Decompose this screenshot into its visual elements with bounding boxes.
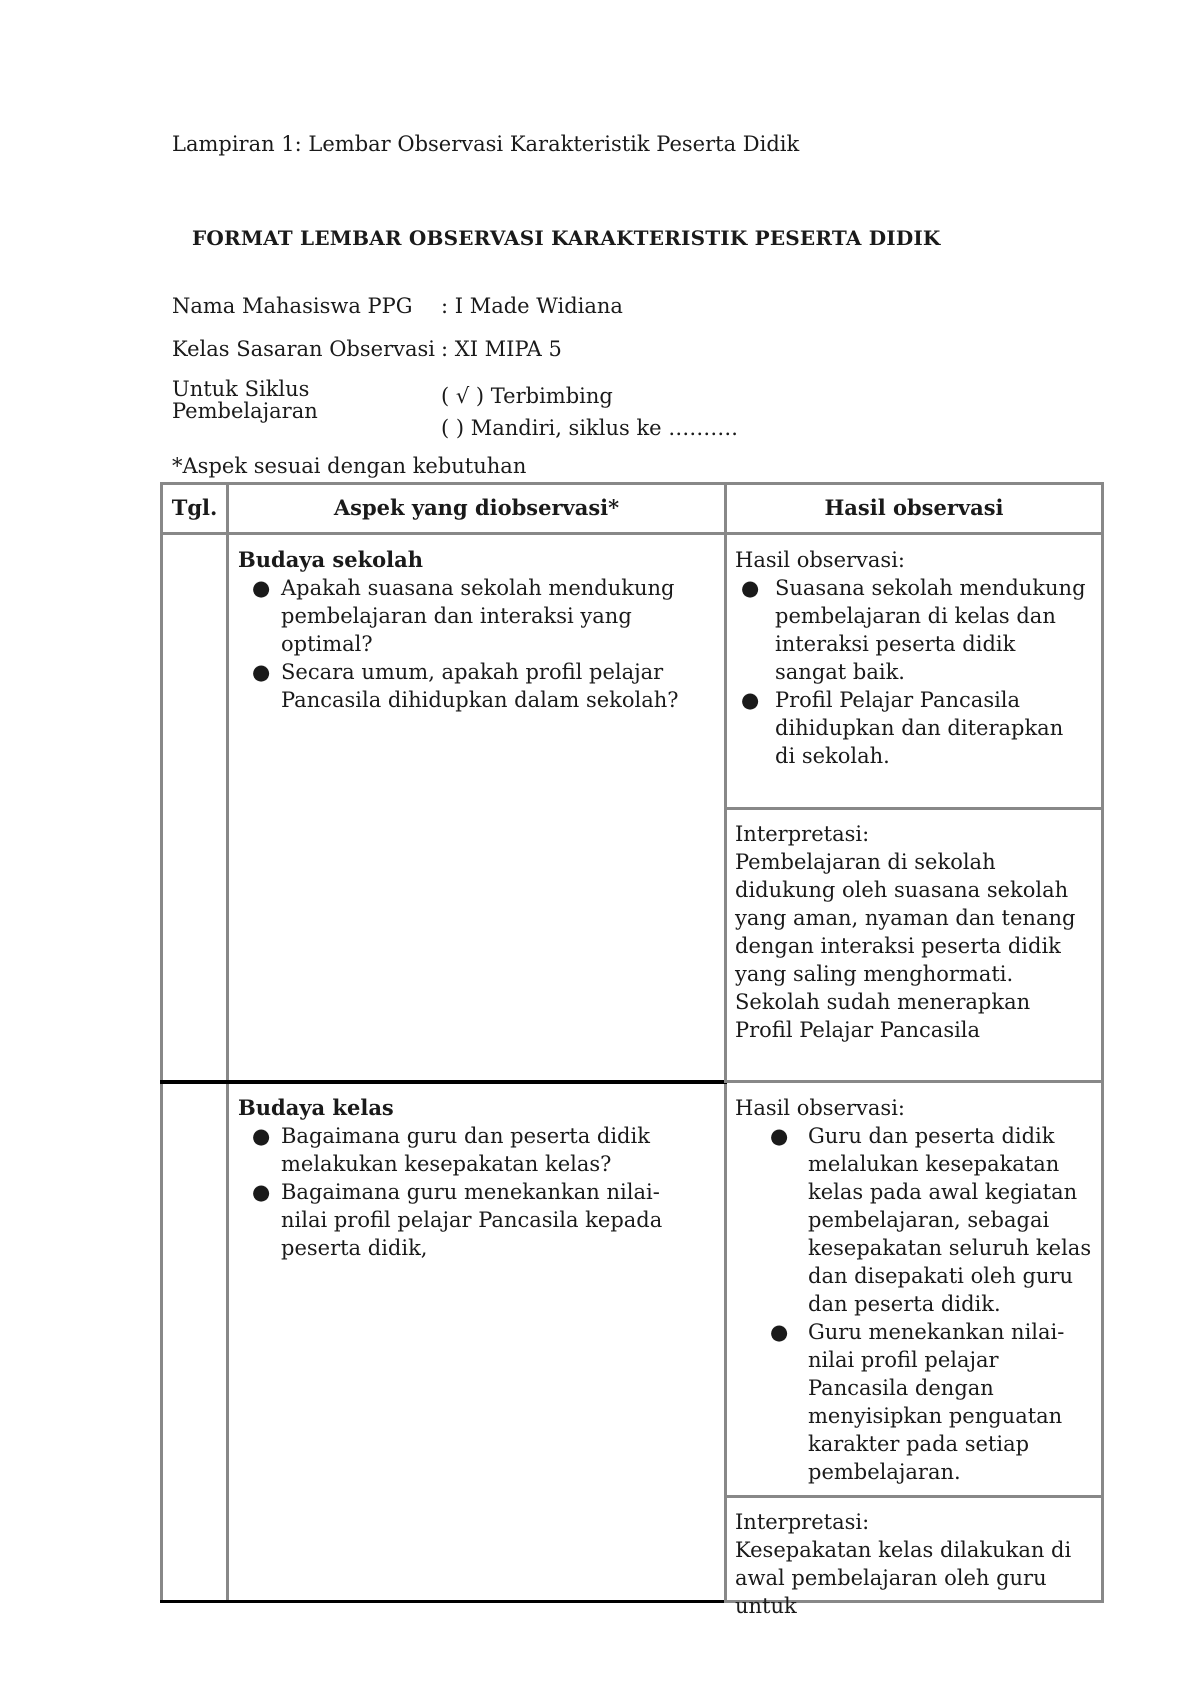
hasil-label: Hasil observasi: <box>735 1096 905 1120</box>
document-title: FORMAT LEMBAR OBSERVASI KARAKTERISTIK PESERTA DIDIK <box>192 226 941 250</box>
hasil-list <box>768 1122 1097 1486</box>
aspek-question-list <box>238 1122 698 1262</box>
header-tgl: Tgl. <box>171 495 218 520</box>
aspek-question-list <box>238 574 698 714</box>
siklus-label-1: Untuk Siklus <box>172 377 310 401</box>
siklus-option-terbimbing: ( √ ) Terbimbing <box>441 384 613 408</box>
table-row-aspek <box>238 546 698 714</box>
list-item: ● Suasana sekolah mendukung pembelajaran di kelas dan interaksi peserta didik sangat baik. <box>741 576 1086 684</box>
nama-label: Nama Mahasiswa PPG <box>172 294 413 318</box>
aspek-note: *Aspek sesuai dengan kebutuhan <box>172 454 527 478</box>
kelas-value: : XI MIPA 5 <box>441 337 562 361</box>
header-hasil: Hasil observasi <box>824 495 1004 520</box>
interpretasi-text: Kesepakatan kelas dilakukan di awal pembelajaran oleh guru untuk <box>735 1538 1072 1618</box>
list-item: ● Bagaimana guru dan peserta didik melakukan kesepakatan kelas? <box>252 1124 650 1176</box>
list-item: ● Profil Pelajar Pancasila dihidupkan dan diterapkan di sekolah. <box>741 688 1064 768</box>
aspek-title: Budaya sekolah <box>238 547 424 572</box>
table-row-aspek <box>238 1094 698 1262</box>
hasil-label: Hasil observasi: <box>735 548 905 572</box>
list-item: ● Apakah suasana sekolah mendukung pembelajaran dan interaksi yang optimal? <box>252 576 675 656</box>
aspek-title: Budaya kelas <box>238 1095 394 1120</box>
interpretasi-cell <box>735 1508 1093 1620</box>
interpretasi-label: Interpretasi: <box>735 1510 870 1534</box>
header-aspek: Aspek yang diobservasi* <box>333 495 620 520</box>
kelas-label: Kelas Sasaran Observasi <box>172 337 435 361</box>
hasil-list <box>735 574 1090 770</box>
lampiran-caption: Lampiran 1: Lembar Observasi Karakteristik Peserta Didik <box>172 132 800 156</box>
hasil-observasi-cell <box>735 546 1090 770</box>
hasil-observasi-cell <box>735 1094 1097 1486</box>
nama-value: : I Made Widiana <box>441 294 623 318</box>
list-item: ● Guru dan peserta didik melalukan kesepakatan kelas pada awal kegiatan pembelajaran, sebagai kesepakatan seluruh kelas dan disepakati oleh guru dan peserta didik. <box>770 1124 1092 1316</box>
interpretasi-cell <box>735 820 1093 1044</box>
list-item: ● Bagaimana guru menekankan nilai-nilai profil pelajar Pancasila kepada peserta didik, <box>252 1180 663 1260</box>
list-item: ● Guru menekankan nilai-nilai profil pelajar Pancasila dengan menyisipkan penguatan karakter pada setiap pembelajaran. <box>770 1320 1065 1484</box>
interpretasi-label: Interpretasi: <box>735 822 870 846</box>
interpretasi-text: Pembelajaran di sekolah didukung oleh suasana sekolah yang aman, nyaman dan tenang dengan interaksi peserta didik yang saling menghormati. Sekolah sudah menerapkan Profil Pelajar Pancasila <box>735 850 1076 1042</box>
siklus-option-mandiri: ( ) Mandiri, siklus ke ………. <box>441 416 738 440</box>
list-item: ● Secara umum, apakah profil pelajar Pancasila dihidupkan dalam sekolah? <box>252 660 679 712</box>
siklus-label-2: Pembelajaran <box>172 399 318 423</box>
